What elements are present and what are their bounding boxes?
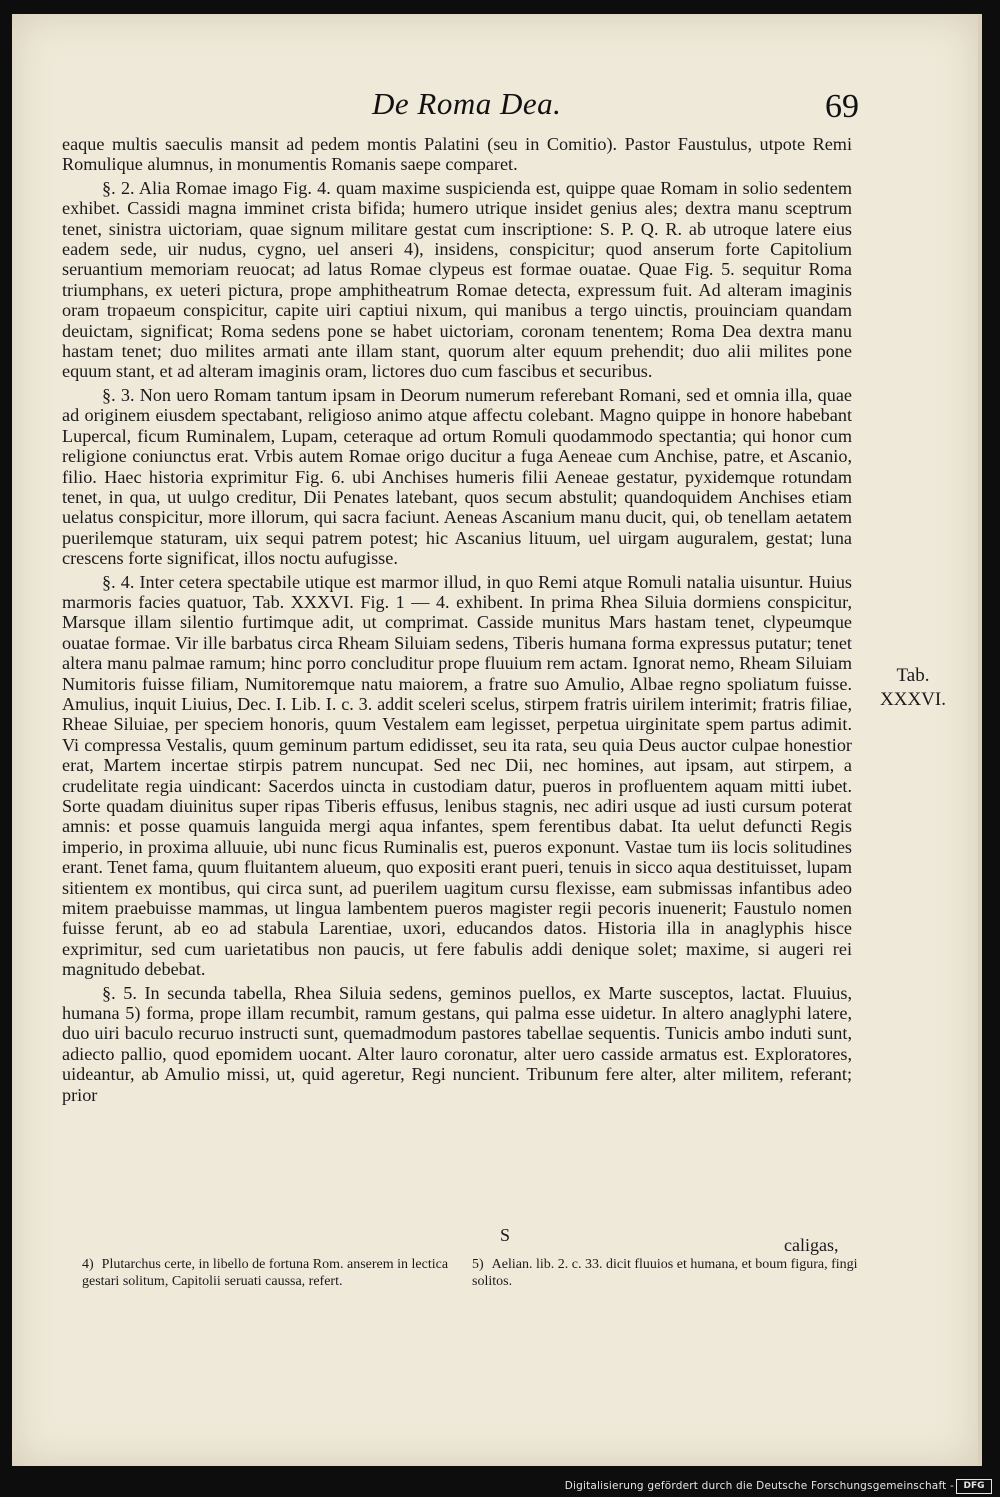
- paragraph-section-4: §. 4. Inter cetera spectabile utique est marmor illud, in quo Remi atque Romuli natalia uisuntur. Huius marmoris facies quatuor, Tab. XXXVI. Fig. 1 — 4. exhibent. In prima Rhea Siluia dormiens conspicitur, Marsque illam silentio furtimque adit, ut comprimat. Casside munitus Mars hastam tenet, clypeumque ouatae formae. Vir ille barbatus circa Rheam Siluiam sedens, Tiberis humana forma expressus putatur; tenet altera manu palmae ramum; hinc porro concluditur prope fluuium rem actam. Ignorat nemo, Rheam Siluiam Numitoris fuisse filiam, Numitoremque natu maiorem, a fratre suo Amulio, Albae regno spoliatum fuisse. Amulius, inquit Liuius, Dec. I. Lib. I. c. 3. addit sceleri scelus, stirpem fratris uirilem interimit; fratris filiae, Rheae Siluiae, per speciem honoris, quum Vestalem eam legisset, perpetua uirginitate spem partus adimit. Vi compressa Vestalis, quum geminum partum edidisset, seu ita rata, seu quia Deus auctor culpae honestior erat, Martem incertae stirpis patrem nuncupat. Sed nec Dii, nec homines, aut ipsam, aut stirpem, a crudelitate regia uindicant: Sacerdos uincta in custodiam datur, pueros in profluentem aquam mitti iubet. Sorte quadam diuinitus super ripas Tiberis effusus, lenibus stagnis, nec adiri usque ad iusti cursum poterat amnis: et posse quamuis languida mergi aqua infantes, spem ferentibus dabat. Ita uelut defuncti Regis imperio, in proxima alluuie, ubi nunc ficus Ruminalis est, pueros exponunt. Vastae tum iis locis solitudines erant. Tenet fama, quum fluitantem alueum, quo expositi erant pueri, tenuis in sicco aqua destituisset, lupam sitientem ex montibus, qui circa sunt, ad puerilem uagitum cursu flexisse, eam submissas infantibus adeo mitem praebuisse mammas, ut lingua lambentem pueros magister regii pecoris inuenerit; Faustulo nomen fuisse ferunt, ab eo ad stabula Larentiae, uxori, educandos datos. Historia illa in anaglyphis hisce exprimitur, sed cum uarietatibus non paucis, ut fere fabulis addi denique solet; maxime, si augeri rei magnitudo debebat.: [62, 571, 852, 980]
- footnote-4-mark: 4): [82, 1257, 94, 1272]
- signature-mark: S: [500, 1225, 511, 1245]
- margin-note: [858, 664, 968, 712]
- margin-note-label: Tab.: [896, 665, 930, 686]
- paragraph-section-3: §. 3. Non uero Romam tantum ipsam in Deorum numerum referebant Romani, sed et omnia illa, quae ad originem eiusdem spectabant, religioso animo atque affectu colebant. Magno quippe in honore habebant Lupercal, ficum Ruminalem, Lupam, ceteraque ad ortum Romuli quodammodo spectantia; qui honor cum religione coniunctus erat. Vrbis autem Romae origo ducitur a fuga Aeneae cum Anchise, patre, et Ascanio, filio. Haec historia exprimitur Fig. 6. ubi Anchises humeris filii Aeneae gestatur, pyxidemque rotundam tenet, in qua, ut uulgo creditur, Dii Penates latebant, quos secum abstulit; quandoquidem Anchises etiam uelatus conspicitur, more illorum, qui sacra faciunt. Aeneas Ascanium manu ducit, qui, ob tenellam aetatem puerilemque staturam, uix sequi patrem potest; hic Ascanius lituum, uel uirgam auguralem, gestat; luna crescens forte significat, illos noctu aufugisse.: [62, 384, 852, 569]
- footnote-4-text: Plutarchus certe, in libello de fortuna Rom. anserem in lectica gestari solitum, Capitolii seruati caussa, refert.: [82, 1257, 449, 1289]
- catchword: caligas,: [784, 1235, 839, 1255]
- footnote-5: [472, 1256, 862, 1290]
- paragraph-section-2: §. 2. Alia Romae imago Fig. 4. quam maxime suspicienda est, quippe quae Romam in solio sedentem exhibet. Cassidi magna imminet crista bifida; humero utrique insidet genius ales; dextra manu sceptrum tenet, sinistra uictoriam, quae signum militare gestat cum inscriptione: S. P. Q. R. ab utroque latere eius eadem sede, uir nudus, cygno, uel anseri 4), insidens, conspicitur; quod anserum forte Capitolium seruantium memoriam reuocat; ad latus Romae clypeus est formae ouatae. Quae Fig. 5. sequitur Roma triumphans, ex ueteri pictura, prope amphitheatrum Romae detecta, expressum fuit. Ad alteram imaginis oram tropaeum conspicitur, capite uiri captiui nixum, qui manibus a tergo uinctis, prouinciam quandam deuictam, significat; Roma sedens pone se habet uictoriam, coronam tenentem; Roma Dea dextra manu hastam tenet; duo milites armati ante illam stant, quorum alter equum prehendit; duo alii milites pone equum stant, et ad alteram imaginis oram, lictores duo cum fascibus et securibus.: [62, 177, 852, 382]
- footnote-4: [82, 1256, 462, 1290]
- margin-note-plate: XXXVI.: [880, 689, 946, 710]
- main-text: [62, 134, 852, 1108]
- footnote-5-mark: 5): [472, 1257, 484, 1272]
- funding-credit: Digitalisierung gefördert durch die Deutsche Forschungsgemeinschaft -: [564, 1480, 954, 1492]
- paragraph-section-5: §. 5. In secunda tabella, Rhea Siluia sedens, geminos puellos, ex Marte susceptos, lactat. Fluuius, humana 5) forma, prope illam recumbit, ramum gestans, qui palma esse uidetur. In altero anaglyphi latere, duo uiri baculo recuruo instructi sunt, quemadmodum pastores tabellae sequentis. Tunicis ambo induti sunt, adiecto pallio, quod epomidem uocant. Alter lauro coronatur, alter uero casside armatus est. Exploratores, uideantur, ab Amulio missi, ut, quid ageretur, Regi nuncient. Tribunum fere alter, alter militem, referant; prior: [62, 982, 852, 1105]
- footnote-5-text: Aelian. lib. 2. c. 33. dicit fluuios et humana, et boum figura, fingi solitos.: [472, 1257, 858, 1289]
- dfg-logo-icon: DFG: [956, 1479, 992, 1494]
- paragraph-continuation: eaque multis saeculis mansit ad pedem montis Palatini (seu in Comitio). Pastor Faustulus, utpote Remi Romulique alumnus, in monumentis Romanis saepe comparet.: [62, 134, 852, 175]
- page-number: 69: [825, 88, 859, 125]
- book-page: [12, 14, 982, 1466]
- running-title: De Roma Dea.: [372, 86, 562, 121]
